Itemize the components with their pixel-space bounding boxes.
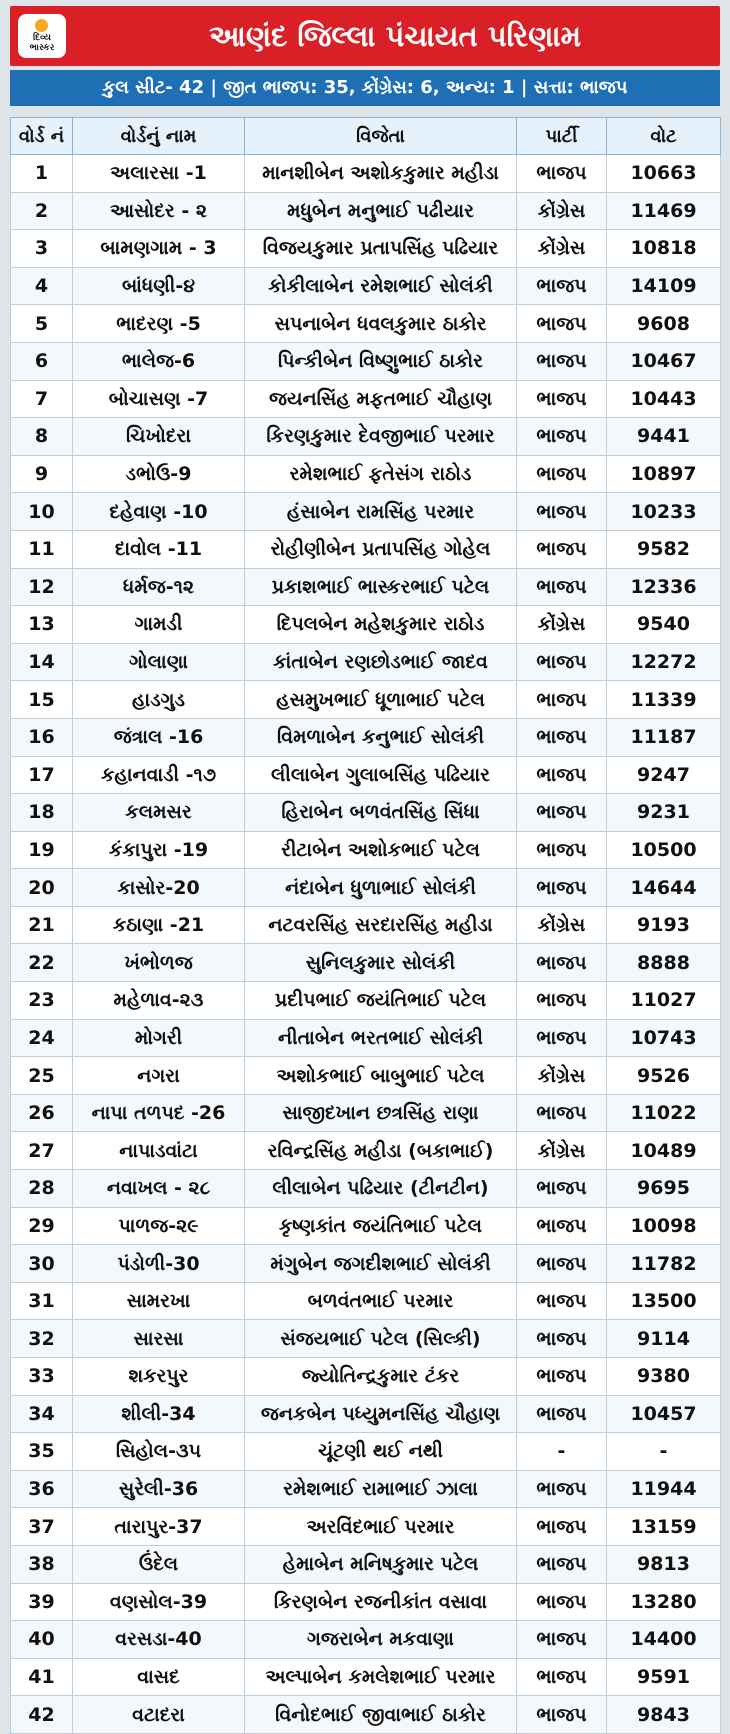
ward-number-cell: 34 (11, 1395, 73, 1433)
ward-name-cell: બાંધણી-૪ (73, 267, 245, 305)
ward-name-cell: બોચાસણ -7 (73, 380, 245, 418)
votes-cell: 11782 (607, 1245, 721, 1283)
table-row (11, 380, 721, 418)
ward-number-cell: 10 (11, 493, 73, 531)
party-cell: ભાજપ (517, 568, 607, 606)
votes-cell: 10500 (607, 831, 721, 869)
ward-name-cell: કઠાણા -21 (73, 906, 245, 944)
ward-number-cell: 32 (11, 1320, 73, 1358)
ward-number-cell: 38 (11, 1545, 73, 1583)
votes-cell: 9582 (607, 530, 721, 568)
logo-text-line-2: ભાસ્કર (29, 43, 55, 53)
table-row (11, 1395, 721, 1433)
votes-cell: 9114 (607, 1320, 721, 1358)
winner-cell: માનશીબેન અશોકકુમાર મહીડા (245, 155, 517, 193)
ward-number-cell: 18 (11, 794, 73, 832)
winner-cell: કિરણકુમાર દેવજીભાઈ પરમાર (245, 418, 517, 456)
winner-cell: દિપલબેન મહેશકુમાર રાઠોડ (245, 606, 517, 644)
party-cell: ભાજપ (517, 1470, 607, 1508)
party-cell: ભાજપ (517, 1696, 607, 1734)
column-header-winner: વિજેતા (245, 118, 517, 155)
party-cell: કોંગ્રેસ (517, 192, 607, 230)
party-cell: ભાજપ (517, 455, 607, 493)
ward-number-cell: 36 (11, 1470, 73, 1508)
table-row (11, 982, 721, 1020)
ward-name-cell: જંત્રાલ -16 (73, 718, 245, 756)
winner-cell: બળવંતભાઈ પરમાર (245, 1282, 517, 1320)
votes-cell: 9695 (607, 1170, 721, 1208)
ward-name-cell: સારસા (73, 1320, 245, 1358)
party-cell: ભાજપ (517, 1094, 607, 1132)
party-cell: કોંગ્રેસ (517, 230, 607, 268)
winner-cell: સાજીદખાન છત્રસિંહ રાણા (245, 1094, 517, 1132)
ward-name-cell: કલમસર (73, 794, 245, 832)
ward-name-cell: ગોલાણા (73, 643, 245, 681)
ward-name-cell: સામરખા (73, 1282, 245, 1320)
ward-name-cell: પંડોળી-30 (73, 1245, 245, 1283)
winner-cell: સપનાબેન ધવલકુમાર ઠાકોર (245, 305, 517, 343)
party-cell: ભાજપ (517, 1245, 607, 1283)
ward-name-cell: વાસદ (73, 1658, 245, 1696)
winner-cell: નીતાબેન ભરતભાઈ સોલંકી (245, 1019, 517, 1057)
ward-number-cell: 15 (11, 681, 73, 719)
party-cell: - (517, 1433, 607, 1471)
votes-cell: 13159 (607, 1508, 721, 1546)
winner-cell: અલ્પાબેન કમલેશભાઈ પરમાર (245, 1658, 517, 1696)
winner-cell: હંસાબેન રામસિંહ પરમાર (245, 493, 517, 531)
ward-number-cell: 37 (11, 1508, 73, 1546)
table-row (11, 305, 721, 343)
divya-bhaskar-logo (18, 14, 66, 58)
party-cell: ભાજપ (517, 493, 607, 531)
table-row (11, 1508, 721, 1546)
ward-name-cell: નાપાડવાંટા (73, 1132, 245, 1170)
ward-number-cell: 29 (11, 1207, 73, 1245)
ward-number-cell: 33 (11, 1358, 73, 1396)
votes-cell: 9843 (607, 1696, 721, 1734)
ward-number-cell: 35 (11, 1433, 73, 1471)
table-row (11, 418, 721, 456)
ward-name-cell: દાવોલ -11 (73, 530, 245, 568)
results-table (10, 117, 721, 1734)
table-row (11, 831, 721, 869)
winner-cell: હેમાબેન મનિષકુમાર પટેલ (245, 1545, 517, 1583)
ward-number-cell: 24 (11, 1019, 73, 1057)
table-row (11, 1132, 721, 1170)
votes-cell: 9591 (607, 1658, 721, 1696)
table-body (11, 155, 721, 1734)
table-row (11, 230, 721, 268)
ward-number-cell: 3 (11, 230, 73, 268)
title-bar (10, 6, 720, 66)
ward-number-cell: 5 (11, 305, 73, 343)
votes-cell: 10467 (607, 342, 721, 380)
winner-cell: ચૂંટણી થઈ નથી (245, 1433, 517, 1471)
winner-cell: પ્રકાશભાઈ ભાસ્કરભાઈ પટેલ (245, 568, 517, 606)
table-row (11, 1658, 721, 1696)
ward-number-cell: 27 (11, 1132, 73, 1170)
ward-number-cell: 20 (11, 869, 73, 907)
party-cell: ભાજપ (517, 155, 607, 193)
ward-name-cell: ગામડી (73, 606, 245, 644)
ward-name-cell: વણસોલ-39 (73, 1583, 245, 1621)
votes-cell: 11027 (607, 982, 721, 1020)
party-cell: ભાજપ (517, 342, 607, 380)
ward-name-cell: આસોદર - ૨ (73, 192, 245, 230)
winner-cell: પિન્કીબેન વિષ્ણુભાઈ ઠાકોર (245, 342, 517, 380)
ward-name-cell: ચિખોદરા (73, 418, 245, 456)
table-row (11, 1433, 721, 1471)
ward-number-cell: 40 (11, 1621, 73, 1659)
winner-cell: કૃષ્ણકાંત જયંતિભાઈ પટેલ (245, 1207, 517, 1245)
ward-name-cell: નાપા તળપદ -26 (73, 1094, 245, 1132)
ward-number-cell: 9 (11, 455, 73, 493)
votes-cell: 13500 (607, 1282, 721, 1320)
ward-name-cell: શીલી-34 (73, 1395, 245, 1433)
votes-cell: 14109 (607, 267, 721, 305)
party-cell: કોંગ્રેસ (517, 1057, 607, 1095)
table-row (11, 944, 721, 982)
ward-number-cell: 31 (11, 1282, 73, 1320)
votes-cell: 11469 (607, 192, 721, 230)
party-cell: ભાજપ (517, 1658, 607, 1696)
table-row (11, 1245, 721, 1283)
ward-name-cell: કાસોર-20 (73, 869, 245, 907)
party-cell: ભાજપ (517, 1508, 607, 1546)
party-cell: ભાજપ (517, 681, 607, 719)
column-header-ward-name: વોર્ડનું નામ (73, 118, 245, 155)
table-row (11, 1583, 721, 1621)
logo-text (18, 33, 66, 53)
party-cell: ભાજપ (517, 1583, 607, 1621)
winner-cell: ગજરાબેન મકવાણા (245, 1621, 517, 1659)
votes-cell: 9193 (607, 906, 721, 944)
party-cell: ભાજપ (517, 643, 607, 681)
ward-number-cell: 2 (11, 192, 73, 230)
votes-cell: 10443 (607, 380, 721, 418)
ward-name-cell: નવાખલ - ૨૮ (73, 1170, 245, 1208)
ward-number-cell: 8 (11, 418, 73, 456)
votes-cell: 10818 (607, 230, 721, 268)
ward-number-cell: 42 (11, 1696, 73, 1734)
party-cell: ભાજપ (517, 1207, 607, 1245)
ward-name-cell: નગરા (73, 1057, 245, 1095)
column-header-ward-no: વોર્ડ નં (11, 118, 73, 155)
table-row (11, 1358, 721, 1396)
table-row (11, 1696, 721, 1734)
ward-number-cell: 23 (11, 982, 73, 1020)
table-row (11, 1057, 721, 1095)
ward-number-cell: 6 (11, 342, 73, 380)
votes-cell: 9231 (607, 794, 721, 832)
party-cell: ભાજપ (517, 1282, 607, 1320)
party-cell: ભાજપ (517, 305, 607, 343)
winner-cell: સુનિલકુમાર સોલંકી (245, 944, 517, 982)
table-row (11, 1282, 721, 1320)
party-cell: ભાજપ (517, 1170, 607, 1208)
votes-cell: 9608 (607, 305, 721, 343)
ward-number-cell: 21 (11, 906, 73, 944)
party-cell: ભાજપ (517, 944, 607, 982)
ward-name-cell: મોગરી (73, 1019, 245, 1057)
votes-cell: 10098 (607, 1207, 721, 1245)
logo-text-line-1: દિવ્ય (33, 33, 51, 43)
votes-cell: 10663 (607, 155, 721, 193)
winner-cell: વિજયકુમાર પ્રતાપસિંહ પઢિયાર (245, 230, 517, 268)
winner-cell: વિમળાબેન કનુભાઈ સોલંકી (245, 718, 517, 756)
table-row (11, 1019, 721, 1057)
party-cell: ભાજપ (517, 1545, 607, 1583)
table-row (11, 493, 721, 531)
summary-bar: કુલ સીટ- 42 | જીત ભાજપ: 35, કોંગ્રેસ: 6, અન્ય: 1 | સત્તા: ભાજપ (10, 70, 720, 106)
party-cell: ભાજપ (517, 530, 607, 568)
table-row (11, 1207, 721, 1245)
party-cell: ભાજપ (517, 756, 607, 794)
ward-number-cell: 11 (11, 530, 73, 568)
votes-cell: 14400 (607, 1621, 721, 1659)
winner-cell: વિનોદભાઈ જીવાભાઈ ઠાકોર (245, 1696, 517, 1734)
winner-cell: મધુબેન મનુભાઈ પઢીયાર (245, 192, 517, 230)
winner-cell: રમેશભાઈ ફતેસંગ રાઠોડ (245, 455, 517, 493)
party-cell: ભાજપ (517, 1358, 607, 1396)
ward-number-cell: 26 (11, 1094, 73, 1132)
ward-number-cell: 16 (11, 718, 73, 756)
ward-number-cell: 1 (11, 155, 73, 193)
votes-cell: 9540 (607, 606, 721, 644)
ward-name-cell: વટાદરા (73, 1696, 245, 1734)
votes-cell: 10457 (607, 1395, 721, 1433)
party-cell: ભાજપ (517, 1320, 607, 1358)
ward-name-cell: હાડગુડ (73, 681, 245, 719)
table-row (11, 1320, 721, 1358)
ward-number-cell: 19 (11, 831, 73, 869)
party-cell: ભાજપ (517, 718, 607, 756)
party-cell: ભાજપ (517, 831, 607, 869)
winner-cell: રવિન્દ્રસિંહ મહીડા (બકાભાઈ) (245, 1132, 517, 1170)
table-row (11, 568, 721, 606)
table-row (11, 906, 721, 944)
ward-name-cell: તારાપુર-37 (73, 1508, 245, 1546)
page-title: આણંદ જિલ્લા પંચાયત પરિણામ (208, 19, 582, 53)
table-row (11, 718, 721, 756)
ward-name-cell: ધર્મજ-૧૨ (73, 568, 245, 606)
ward-number-cell: 13 (11, 606, 73, 644)
votes-cell: 9247 (607, 756, 721, 794)
winner-cell: હિરાબેન બળવંતસિંહ સિંધા (245, 794, 517, 832)
table-row (11, 869, 721, 907)
votes-cell: 9380 (607, 1358, 721, 1396)
winner-cell: રોહીણીબેન પ્રતાપસિંહ ગોહેલ (245, 530, 517, 568)
ward-number-cell: 22 (11, 944, 73, 982)
ward-name-cell: અલારસા -1 (73, 155, 245, 193)
votes-cell: 13280 (607, 1583, 721, 1621)
ward-name-cell: ભાદરણ -5 (73, 305, 245, 343)
table-row (11, 192, 721, 230)
winner-cell: જનકબેન પધ્યુમનસિંહ ચૌહાણ (245, 1395, 517, 1433)
winner-cell: કાંતાબેન રણછોડભાઈ જાદવ (245, 643, 517, 681)
party-cell: ભાજપ (517, 869, 607, 907)
column-header-party: પાર્ટી (517, 118, 607, 155)
party-cell: કોંગ્રેસ (517, 606, 607, 644)
ward-name-cell: મહેળાવ-૨૩ (73, 982, 245, 1020)
party-cell: ભાજપ (517, 1395, 607, 1433)
votes-cell: 9526 (607, 1057, 721, 1095)
table-row (11, 342, 721, 380)
table-row (11, 267, 721, 305)
table-row (11, 1094, 721, 1132)
ward-number-cell: 7 (11, 380, 73, 418)
table-row (11, 1470, 721, 1508)
winner-cell: લીલાબેન પઢિયાર (ટીનટીન) (245, 1170, 517, 1208)
sun-icon (35, 19, 48, 32)
votes-cell: - (607, 1433, 721, 1471)
votes-cell: 8888 (607, 944, 721, 982)
column-header-votes: વોટ (607, 118, 721, 155)
votes-cell: 10489 (607, 1132, 721, 1170)
winner-cell: જયનસિંહ મફતભાઈ ચૌહાણ (245, 380, 517, 418)
party-cell: ભાજપ (517, 1621, 607, 1659)
ward-number-cell: 4 (11, 267, 73, 305)
votes-cell: 9441 (607, 418, 721, 456)
votes-cell: 10743 (607, 1019, 721, 1057)
votes-cell: 10233 (607, 493, 721, 531)
ward-name-cell: કંકાપુરા -19 (73, 831, 245, 869)
votes-cell: 12336 (607, 568, 721, 606)
winner-cell: કિરણબેન રજનીકાંત વસાવા (245, 1583, 517, 1621)
ward-number-cell: 25 (11, 1057, 73, 1095)
table-row (11, 1170, 721, 1208)
party-cell: ભાજપ (517, 982, 607, 1020)
ward-name-cell: કહાનવાડી -૧૭ (73, 756, 245, 794)
winner-cell: અશોકભાઈ બાબુભાઈ પટેલ (245, 1057, 517, 1095)
ward-name-cell: ઉંદેલ (73, 1545, 245, 1583)
ward-name-cell: ભાલેજ-6 (73, 342, 245, 380)
votes-cell: 11339 (607, 681, 721, 719)
table-header-row (11, 118, 721, 155)
winner-cell: રમેશભાઈ રામાભાઈ ઝાલા (245, 1470, 517, 1508)
party-cell: કોંગ્રેસ (517, 1132, 607, 1170)
winner-cell: જ્યોતિન્દ્રકુમાર ટંકર (245, 1358, 517, 1396)
ward-number-cell: 17 (11, 756, 73, 794)
ward-number-cell: 14 (11, 643, 73, 681)
winner-cell: લીલાબેન ગુલાબસિંહ પઢિયાર (245, 756, 517, 794)
votes-cell: 11944 (607, 1470, 721, 1508)
ward-name-cell: સિહોલ-૩૫ (73, 1433, 245, 1471)
party-cell: ભાજપ (517, 794, 607, 832)
winner-cell: નટવરસિંહ સરદારસિંહ મહીડા (245, 906, 517, 944)
table-row (11, 455, 721, 493)
ward-name-cell: સુરેલી-36 (73, 1470, 245, 1508)
ward-name-cell: દહેવાણ -10 (73, 493, 245, 531)
ward-number-cell: 28 (11, 1170, 73, 1208)
ward-name-cell: ડભોઉ-9 (73, 455, 245, 493)
table-row (11, 756, 721, 794)
winner-cell: હસમુખભાઈ ધૂળાભાઈ પટેલ (245, 681, 517, 719)
winner-cell: રીટાબેન અશોકભાઈ પટેલ (245, 831, 517, 869)
ward-name-cell: વરસડા-40 (73, 1621, 245, 1659)
table-row (11, 606, 721, 644)
party-cell: ભાજપ (517, 1019, 607, 1057)
table-row (11, 1621, 721, 1659)
ward-name-cell: બામણગામ - 3 (73, 230, 245, 268)
votes-cell: 11022 (607, 1094, 721, 1132)
winner-cell: અરવિંદભાઈ પરમાર (245, 1508, 517, 1546)
ward-name-cell: ખંભોળજ (73, 944, 245, 982)
party-cell: ભાજપ (517, 267, 607, 305)
winner-cell: પ્રદીપભાઈ જયંતિભાઈ પટેલ (245, 982, 517, 1020)
table-row (11, 643, 721, 681)
ward-number-cell: 30 (11, 1245, 73, 1283)
table-row (11, 530, 721, 568)
table-row (11, 681, 721, 719)
table-row (11, 155, 721, 193)
votes-cell: 11187 (607, 718, 721, 756)
ward-number-cell: 41 (11, 1658, 73, 1696)
ward-number-cell: 12 (11, 568, 73, 606)
ward-name-cell: શકરપુર (73, 1358, 245, 1396)
ward-name-cell: પાળજ-૨૯ (73, 1207, 245, 1245)
votes-cell: 14644 (607, 869, 721, 907)
party-cell: ભાજપ (517, 418, 607, 456)
party-cell: ભાજપ (517, 380, 607, 418)
votes-cell: 10897 (607, 455, 721, 493)
votes-cell: 9813 (607, 1545, 721, 1583)
table-row (11, 1545, 721, 1583)
winner-cell: સંજયભાઈ પટેલ (સિલ્કી) (245, 1320, 517, 1358)
table-row (11, 794, 721, 832)
votes-cell: 12272 (607, 643, 721, 681)
winner-cell: મંગુબેન જગદીશભાઈ સોલંકી (245, 1245, 517, 1283)
party-cell: કોંગ્રેસ (517, 906, 607, 944)
winner-cell: કોકીલાબેન રમેશભાઈ સોલંકી (245, 267, 517, 305)
winner-cell: નંદાબેન ધુળાભાઈ સોલંકી (245, 869, 517, 907)
ward-number-cell: 39 (11, 1583, 73, 1621)
